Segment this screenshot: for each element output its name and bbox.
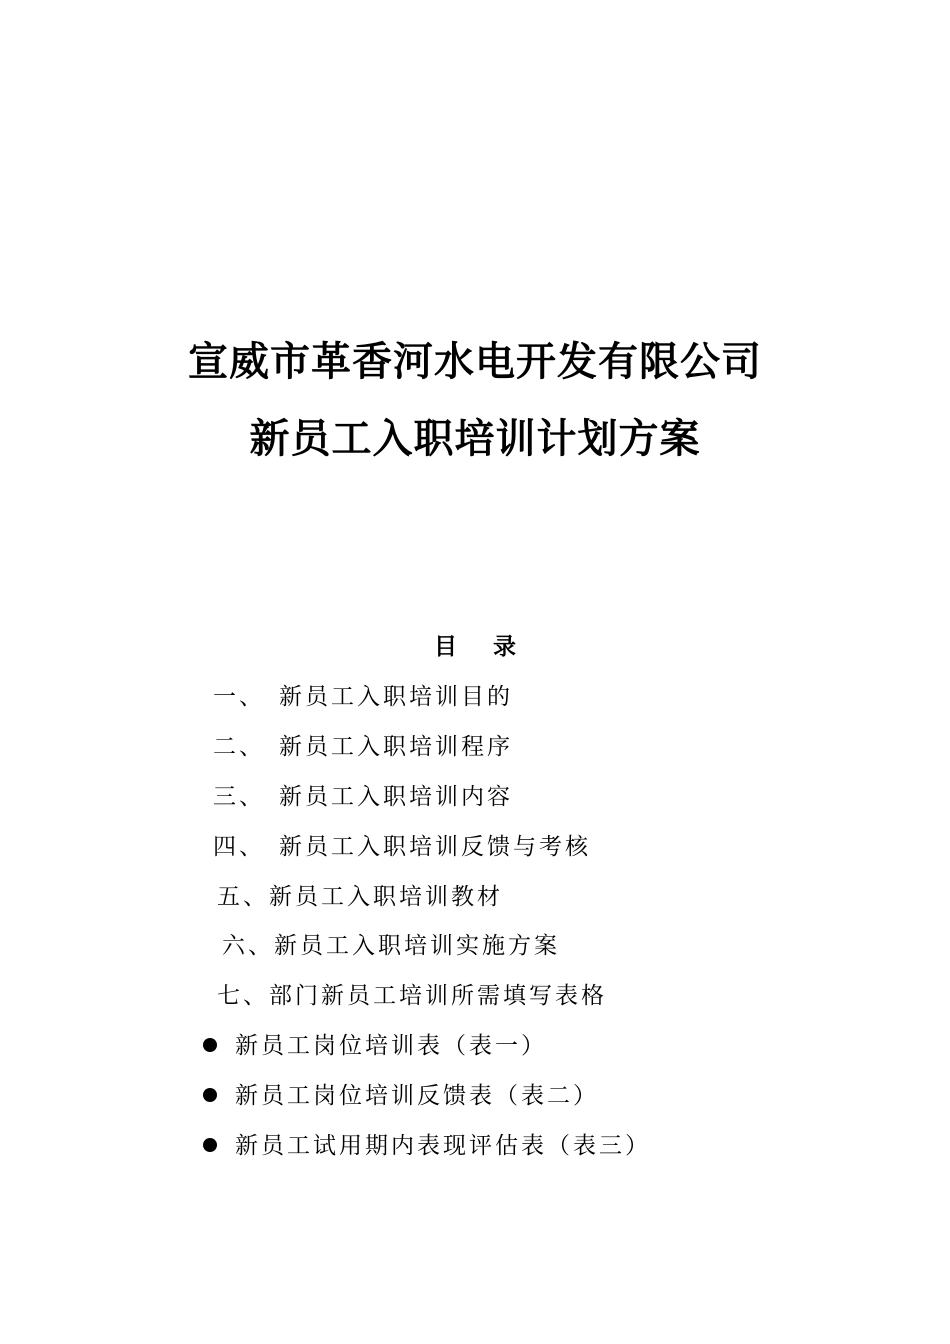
bullet-text: 新员工岗位培训反馈表（表二） — [235, 1083, 599, 1109]
toc-item-7 — [217, 981, 607, 1011]
toc-item-number: 五、 — [217, 884, 269, 910]
toc-item-number: 七、 — [217, 983, 269, 1009]
toc-item-number: 三、 — [213, 784, 265, 810]
toc-item-4 — [213, 832, 591, 862]
toc-item-number: 四、 — [213, 834, 265, 860]
bullet-text: 新员工试用期内表现评估表（表三） — [235, 1133, 651, 1159]
toc-bullet-item-2 — [203, 1081, 599, 1111]
company-title: 宣威市革香河水电开发有限公司 — [188, 339, 762, 385]
bullet-icon — [203, 1138, 217, 1152]
toc-item-6 — [222, 931, 560, 961]
toc-item-3 — [213, 782, 513, 812]
toc-item-text: 新员工入职培训实施方案 — [274, 933, 560, 959]
toc-heading-char-1: 目 — [434, 634, 457, 660]
toc-heading — [0, 632, 950, 662]
toc-item-text: 部门新员工培训所需填写表格 — [269, 983, 607, 1009]
toc-item-2 — [213, 732, 513, 762]
bullet-text: 新员工岗位培训表（表一） — [235, 1033, 547, 1059]
toc-item-number: 二、 — [213, 734, 265, 760]
toc-item-text: 新员工入职培训目的 — [279, 684, 513, 710]
toc-item-number: 一、 — [213, 684, 265, 710]
toc-item-text: 新员工入职培训反馈与考核 — [279, 834, 591, 860]
toc-item-1 — [213, 682, 513, 712]
bullet-icon — [203, 1088, 217, 1102]
document-title: 新员工入职培训计划方案 — [249, 416, 701, 462]
toc-item-text: 新员工入职培训教材 — [269, 884, 503, 910]
bullet-icon — [203, 1038, 217, 1052]
toc-bullet-item-3 — [203, 1131, 651, 1161]
toc-item-number: 六、 — [222, 933, 274, 959]
toc-heading-char-2: 录 — [493, 634, 516, 660]
toc-item-5 — [217, 882, 503, 912]
toc-item-text: 新员工入职培训程序 — [279, 734, 513, 760]
toc-bullet-item-1 — [203, 1031, 547, 1061]
toc-item-text: 新员工入职培训内容 — [279, 784, 513, 810]
